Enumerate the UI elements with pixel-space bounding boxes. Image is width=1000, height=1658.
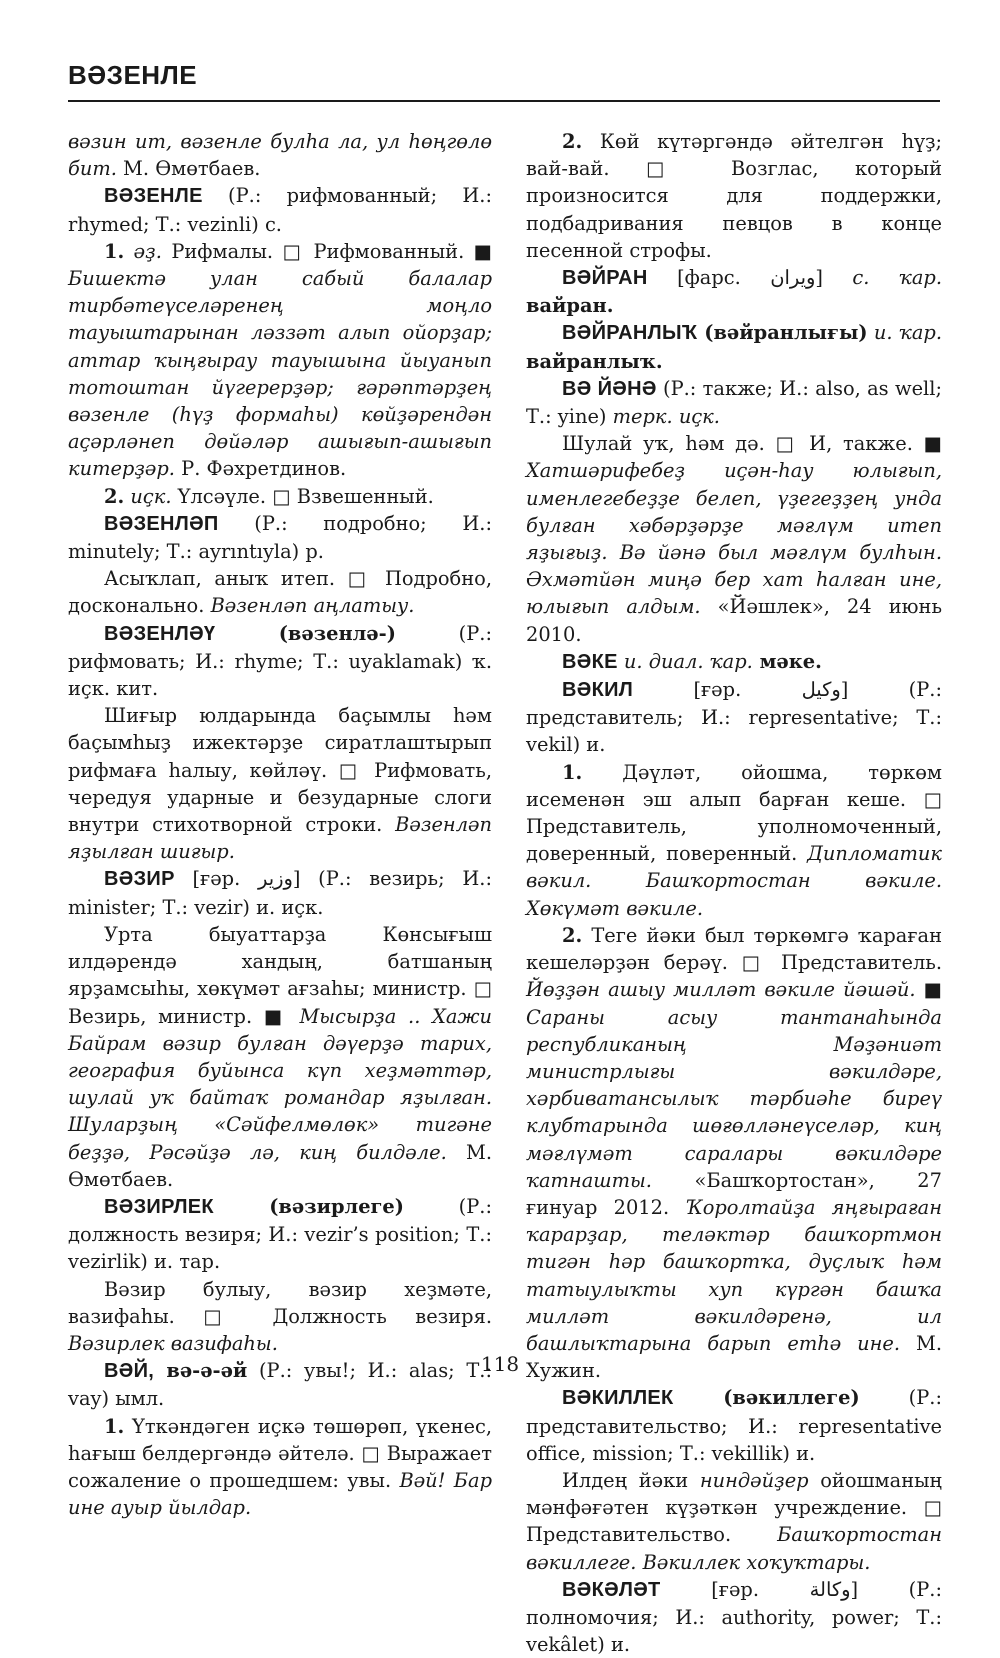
headword-form: (вәйранлығы)	[697, 321, 868, 345]
entry-vazenlau	[68, 620, 492, 703]
example-text: Вәзирлек вазифаһы.	[68, 1331, 278, 1355]
sense	[68, 483, 492, 510]
example-text: Ҡоролтайҙа яңғыраған ҡарарҙар, теләктәр башҡортмон тигән һәр башҡортҡа, дуҫлыҡ һәм татыулыҡты хуп күргән башҡа милләт вәкилдәренә, ил башлыҡтарына барып етһә ине.	[526, 1195, 942, 1355]
entry-vakillek	[526, 1384, 942, 1467]
sense-definition: Дәүләт, ойошма, төркөм исеменән эш алып барған кеше. □ Представитель, уполномоченный, доверенный, поверенный.	[526, 760, 942, 866]
source: М. Хужин.	[526, 1331, 942, 1383]
entry-gloss: (Р.: представительство; И.: representative office, mission; Т.: vekillik) и.	[526, 1386, 942, 1465]
sense-label: әҙ.	[124, 239, 162, 263]
example-text: Йөҙҙән ашыу милләт вәкиле йәшәй. ■ Сараны асыу тантанаһында республиканың Мәҙәниәт министрлығы вәкилдәре, хәрбиватансылыҡ тәрбиәһе биреү клубтарында шөғөлләнеүселәр, киң мәғлүмәт саралары вәкилдәре ҡатнашты.	[526, 978, 942, 1192]
entry-gloss: (Р.: рифмовать; И.: rhyme; Т.: uyaklamak) ҡ. иҫк. кит.	[68, 621, 492, 701]
sense-definition: Теге йәки был төркөмгә ҡараған кешеләрҙән берәү. □ Представитель.	[526, 923, 942, 975]
entry-vayranlyk	[526, 319, 942, 374]
sense-definition: Вәзир булыу, вәзир хеҙмәте, вазифаһы. □ Должность везиря.	[68, 1277, 492, 1328]
headword: ВӘ ЙӘНӘ	[562, 377, 657, 400]
headword: ВӘЙРАНЛЫҠ	[562, 322, 698, 345]
entry-gloss: (Р.: подробно; И.: minutely; Т.: ayrıntıyla) р.	[68, 511, 492, 564]
headword: ВӘКӘЛӘТ	[562, 1578, 661, 1601]
sense	[68, 1413, 492, 1522]
headword-form: (вәкиллеге)	[673, 1386, 860, 1410]
entry-gloss: [ғәр. وكالة] (Р.: полномочия; И.: authority, power; Т.: vekâlet) и.	[526, 1577, 942, 1657]
entry-gloss: [ғәр. وزير] (Р.: везирь; И.: minister; Т.: vezir) и. иҫк.	[68, 867, 492, 919]
right-column	[526, 128, 942, 1658]
running-header: ВӘЗЕНЛЕ	[68, 60, 198, 90]
sense	[68, 565, 492, 619]
headword-form: вә-ә-әй	[154, 1359, 248, 1383]
sense-label: терк. иҫк.	[612, 405, 720, 429]
headword: ВӘЗЕНЛӘҮ	[104, 622, 216, 645]
sense	[526, 759, 942, 922]
example-text: вәзин ит, вәзенле булһа ла, ул һөңгөлө бит.	[68, 130, 492, 181]
source: М. Өмөтбаев.	[68, 1140, 492, 1191]
headword-form: (вәзенлә-)	[215, 621, 396, 645]
sense-label: и. диал. ҡар.	[617, 649, 753, 673]
sense-definition: Илдең йәки	[562, 1468, 700, 1492]
sense-number: 1.	[104, 239, 125, 263]
sense	[68, 1276, 492, 1358]
entry-vazir	[68, 865, 492, 920]
sense-definition: Шиғыр юлдарында баҫымлы һәм баҫымһыҙ ижектәрҙе сиратлаштырып рифмаға һалыу, көйләү. □ Рифмовать, чередуя ударные и безударные слоги внутри стихотворной строки.	[68, 704, 492, 837]
source: «Йәшлек», 24 июнь 2010.	[526, 595, 943, 646]
entry-gloss: (Р.: рифмованный; И.: rhymed; Т.: vezinli) с.	[68, 184, 492, 236]
sense-definition: Үткәндәген иҫкә төшөрөп, үкенес, һағыш белдергәндә әйтелә. □ Выражает сожаление о прошедшем: увы.	[68, 1414, 492, 1492]
sense	[526, 1467, 942, 1576]
source: «Башҡортостан», 27 ғинуар 2012.	[526, 1168, 942, 1219]
example-text: Вәй! Бар ине ауыр йылдар.	[68, 1468, 492, 1520]
entry-vazirlek	[68, 1193, 492, 1276]
page-number: 118	[480, 1352, 520, 1376]
sense	[526, 430, 942, 648]
sense-label: с. ҡар.	[852, 266, 942, 290]
sense-definition: Асыҡлап, аныҡ итеп. □ Подробно, досконально.	[68, 567, 492, 618]
sense-label: иҫк.	[124, 484, 172, 508]
sense-number: 1.	[104, 1414, 125, 1438]
headword: ВӘЗИР	[104, 868, 175, 891]
cross-reference: вайранлыҡ.	[526, 349, 663, 373]
headword: ВӘЙ,	[104, 1360, 155, 1383]
example-text: Мысырҙа .. Хажи Байрам вәзир булған дәүерҙә тарих, география буйынса күп хеҙмәттәр, шулай уҡ байтаҡ романдар яҙылған. Шуларҙың «Сәйфелмөлөк» тигәне беҙҙә, Рәсәйҙә лә, киң билдәле.	[68, 1004, 492, 1164]
sense-definition: Рифмалы. □ Рифмованный. ■	[161, 239, 492, 263]
headword: ВӘЗЕНЛЕ	[104, 185, 203, 208]
sense-number: 1.	[562, 760, 583, 784]
sense	[68, 238, 492, 483]
cross-reference: мәке.	[752, 649, 822, 673]
example-text: Хатшәрифебеҙ иҫән-һау юлығып, именлегебеҙҙе белеп, үҙегеҙҙең унда булған хәбәрҙәрҙе мәғлүм итеп яҙығыҙ. Вә йәнә был мәғлүм булһын. Әхмәтйән миңә бер хат һалған ине, юлығып алдым.	[526, 459, 942, 619]
sense-definition: Үлсәүле. □ Взвешенный.	[171, 484, 434, 508]
headword: ВӘКИЛЛЕК	[562, 1387, 674, 1410]
entry-vayran	[526, 264, 942, 319]
example-text: Вәзенләп яҙылған шиғыр.	[68, 813, 492, 864]
source: Р. Фәхретдинов.	[174, 457, 347, 481]
sense	[68, 702, 492, 865]
sense-number: 2.	[562, 130, 583, 153]
entry-vakil	[526, 676, 942, 759]
example-text: Бишектә улан сабый балалар тирбәтеүселәренең моңло тауыштарынан ләззәт алып ойорҙар; аттар ҡыңғырау тауышына йыуанып тотоштан йүгерерҙәр; ғәрәптәрҙең вәзенле (һүҙ формаһы) көйҙәрендән аҫәрләнеп дөйәләр ашығып-ашығып китерҙәр.	[68, 267, 492, 481]
sense-definition: Шулай уҡ, һәм дә. □ И, также. ■	[562, 432, 942, 456]
header-rule	[68, 100, 940, 102]
entry-gloss: [ғәр. وكيل] (Р.: представитель; И.: representative; Т.: vekil) и.	[526, 678, 942, 757]
entry-fragment	[68, 128, 492, 182]
entry-gloss: (Р.: также; И.: also, as well; Т.: yine)	[526, 376, 942, 429]
sense	[68, 921, 492, 1193]
headword-form: (вәзирлеге)	[213, 1194, 404, 1218]
headword: ВӘКЕ	[562, 650, 618, 673]
cross-reference: вайран.	[526, 294, 614, 318]
headword: ВӘЙРАН	[562, 267, 648, 290]
sense	[526, 922, 942, 1384]
sense-label: и. ҡар.	[867, 321, 942, 345]
example-text: Башҡортостан вәкиллеге. Вәкиллек хоҡуҡтары.	[526, 1523, 942, 1574]
entry-vazenlap	[68, 510, 492, 565]
headword: ВӘКИЛ	[562, 679, 634, 702]
sense	[526, 128, 942, 264]
example-text: Вәзенләп аңлатыу.	[210, 594, 415, 618]
example-text: Дипломатик вәкил. Башҡортостан вәкиле. Хөкүмәт вәкиле.	[526, 842, 942, 920]
sense-definition: ойошманың мәнфәғәтен күҙәткән учреждение. □ Представительство.	[526, 1468, 942, 1547]
entry-vazenle	[68, 182, 492, 237]
entry-gloss: (Р.: должность везиря; И.: vezir’s position; Т.: vezirlik) и. тар.	[68, 1194, 492, 1274]
left-column	[68, 128, 492, 1521]
sense-number: 2.	[104, 484, 125, 508]
headword: ВӘЗИРЛЕК	[104, 1195, 214, 1218]
sense-definition: Көй күтәргәндә әйтелгән һүҙ; вай-вай. □ Возглас, который произносится для поддержки, подбадривания певцов в конце песенной строфы.	[526, 130, 942, 262]
entry-vakalat	[526, 1576, 942, 1658]
example-text: ниндәйҙер	[699, 1468, 809, 1492]
headword: ВӘЗЕНЛӘП	[104, 512, 219, 535]
entry-vake	[526, 648, 942, 676]
entry-gloss: [фарс. ويران]	[647, 266, 853, 290]
entry-gloss: (Р.: увы!; И.: alas; Т.: vay) ымл.	[68, 1359, 492, 1411]
entry-va-yana	[526, 375, 942, 430]
sense-number: 2.	[562, 923, 583, 947]
sense-definition: Урта быуаттарҙа Көнсығыш илдәрендә хандың, батшаның ярҙамсыһы, хөкүмәт ағзаһы; министр. □ Везирь, министр. ■	[68, 922, 492, 1028]
source: М. Өмөтбаев.	[123, 157, 261, 181]
